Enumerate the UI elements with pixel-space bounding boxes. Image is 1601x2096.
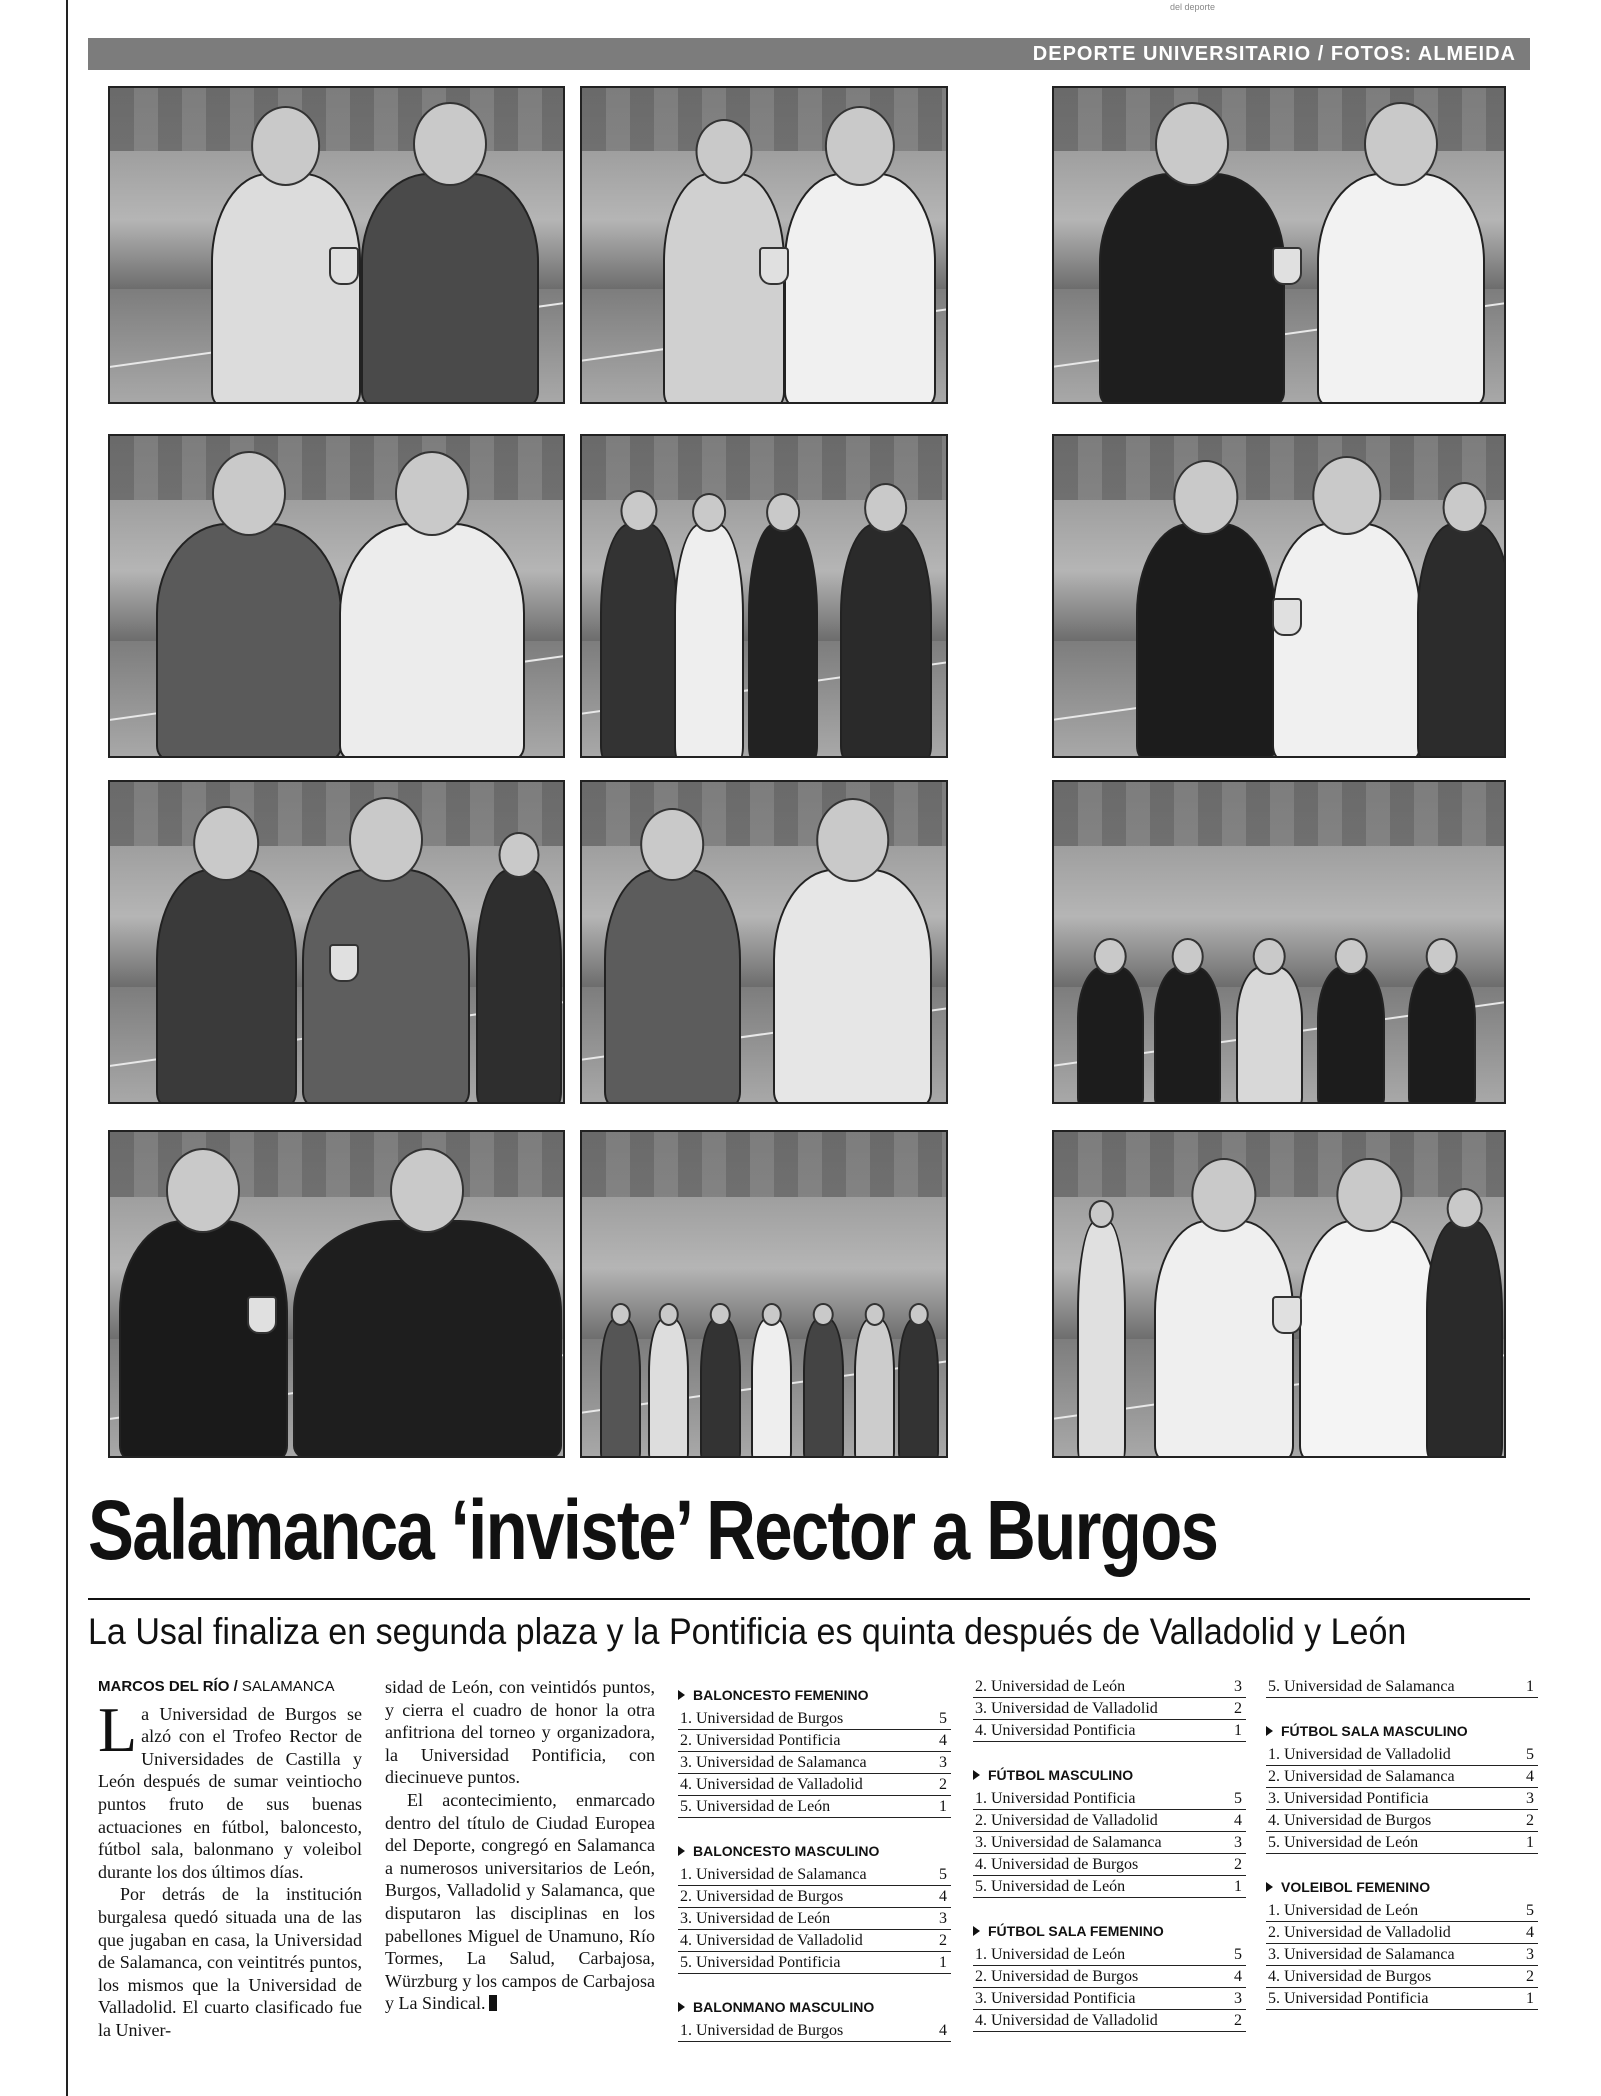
results-block (1266, 1876, 1538, 2010)
team-name: 4. Universidad de Valladolid (680, 1932, 863, 1949)
results-row (1266, 1988, 1538, 2010)
person-figure (600, 1318, 641, 1458)
team-name: 1. Universidad de Valladolid (1268, 1746, 1451, 1763)
person-head (658, 1303, 679, 1326)
trophy-icon (329, 944, 359, 982)
team-name: 4. Universidad de Burgos (975, 1856, 1139, 1873)
person-head (621, 490, 658, 532)
results-row (678, 2020, 951, 2042)
person-head (498, 832, 539, 879)
team-points: 2 (1234, 1856, 1242, 1873)
person-figure (1317, 966, 1385, 1104)
photo-7 (108, 780, 565, 1104)
team-name: 1. Universidad de León (975, 1946, 1126, 1963)
person-figure (854, 1318, 895, 1458)
results-row (973, 1876, 1246, 1898)
team-name: 2. Universidad de Valladolid (975, 1812, 1158, 1829)
subheadline: La Usal finaliza en segunda plaza y la Pontificia es quinta después de Valladolid y León (88, 1611, 1407, 1652)
results-block (973, 1676, 1246, 1742)
person-head (692, 493, 726, 531)
team-name: 1. Universidad Pontificia (975, 1790, 1136, 1807)
person-figure (803, 1318, 844, 1458)
results-row (973, 1676, 1246, 1698)
team-name: 1. Universidad de Burgos (680, 2022, 844, 2039)
person-figure (1236, 966, 1304, 1104)
person-figure (476, 869, 562, 1104)
team-name: 5. Universidad Pontificia (1268, 1990, 1429, 2007)
article-paragraph-2: Por detrás de la institución burgalesa quedó situada una de las que jugaban en casa, la Universidad de Salamanca, con veintitrés puntos, los mismos que la Universidad de Valladolid. El cuarto clasificado fue la Univer- (98, 1884, 362, 2040)
team-points: 1 (1526, 1678, 1534, 1695)
results-row (973, 1698, 1246, 1720)
person-head (864, 483, 908, 533)
person-head (413, 102, 487, 187)
person-figure (648, 1318, 689, 1458)
team-name: 3. Universidad de Salamanca (975, 1834, 1162, 1851)
person-figure (840, 523, 932, 758)
trophy-icon (329, 247, 359, 285)
results-row (678, 1930, 951, 1952)
results-block-title-text: BALONCESTO MASCULINO (693, 1843, 880, 1859)
person-head (1253, 938, 1286, 975)
results-row (973, 1788, 1246, 1810)
team-points: 1 (1234, 1878, 1242, 1895)
results-row (678, 1796, 951, 1818)
byline: MARCOS DEL RÍO / SALAMANCA (98, 1678, 335, 1695)
person-figure (1154, 1220, 1294, 1458)
person-figure (773, 869, 932, 1104)
person-head (710, 1303, 731, 1326)
photo-3 (1052, 86, 1506, 404)
person-figure (293, 1220, 562, 1458)
triangle-bullet-icon (678, 2002, 685, 2012)
person-figure (1417, 523, 1506, 758)
triangle-bullet-icon (1266, 1882, 1273, 1892)
results-block-title-text: VOLEIBOL FEMENINO (1281, 1879, 1431, 1895)
team-points: 2 (1234, 2012, 1242, 2029)
photo-wall (1054, 436, 1504, 500)
person-head (766, 493, 800, 531)
person-figure (748, 523, 818, 758)
team-points: 3 (1526, 1946, 1534, 1963)
end-mark (489, 1995, 497, 2011)
results-row (973, 1944, 1246, 1966)
results-row (678, 1952, 951, 1974)
team-name: 3. Universidad de Salamanca (680, 1754, 867, 1771)
person-head (1155, 102, 1229, 187)
team-points: 2 (939, 1776, 947, 1793)
results-block-title-text: FÚTBOL SALA MASCULINO (1281, 1723, 1468, 1739)
person-figure (604, 869, 740, 1104)
section-banner: DEPORTE UNIVERSITARIO / FOTOS: ALMEIDA (88, 38, 1530, 70)
trophy-icon (759, 247, 789, 285)
results-block-title (1266, 1720, 1538, 1742)
results-block-title-text: FÚTBOL MASCULINO (988, 1767, 1134, 1783)
triangle-bullet-icon (973, 1926, 980, 1936)
photo-wall (1054, 1132, 1504, 1197)
team-points: 3 (1234, 1834, 1242, 1851)
results-block-title (678, 1840, 951, 1862)
team-name: 1. Universidad de Salamanca (680, 1866, 867, 1883)
team-points: 1 (1526, 1990, 1534, 2007)
team-name: 5. Universidad de León (975, 1878, 1126, 1895)
person-figure (119, 1220, 288, 1458)
article-column-2 (385, 1676, 655, 2015)
results-row (1266, 1810, 1538, 1832)
person-figure (156, 523, 343, 758)
results-row (973, 1832, 1246, 1854)
team-name: 4. Universidad Pontificia (975, 1722, 1136, 1739)
headline-rule (88, 1598, 1530, 1600)
margin-rule (66, 0, 68, 2096)
person-head (1094, 938, 1127, 975)
triangle-bullet-icon (678, 1690, 685, 1700)
results-row (1266, 1788, 1538, 1810)
team-name: 3. Universidad de León (680, 1910, 831, 1927)
team-name: 5. Universidad de Salamanca (1268, 1678, 1455, 1695)
person-head (1171, 938, 1204, 975)
person-head (813, 1303, 834, 1326)
team-points: 1 (1526, 1834, 1534, 1851)
team-name: 2. Universidad de León (975, 1678, 1126, 1695)
team-points: 3 (939, 1910, 947, 1927)
results-column-3 (1266, 1676, 1538, 2032)
paragraph-3-text: El acontecimiento, enmarcado dentro del título de Ciudad Europea del Deporte, congregó en Salamanca a numerosos universitarios de León, Burgos, Valladolid y Salamanca, que disputaron las disciplinas en los pabellones Miguel de Unamuno, Río Tormes, La Salud, Carbajosa, Würzburg y los campos de Carbajosa y La Sindical. (385, 1789, 655, 2014)
team-points: 5 (1234, 1790, 1242, 1807)
person-head (1426, 938, 1459, 975)
photo-8 (580, 780, 948, 1104)
results-block-title (678, 1996, 951, 2018)
photo-1 (108, 86, 565, 404)
trophy-icon (1272, 247, 1302, 285)
results-row (1266, 1922, 1538, 1944)
photo-wall (1054, 782, 1504, 846)
person-figure (1154, 966, 1222, 1104)
team-points: 2 (939, 1932, 947, 1949)
person-figure (1077, 1220, 1126, 1458)
person-figure (156, 869, 297, 1104)
team-name: 5. Universidad Pontificia (680, 1954, 841, 1971)
person-head (1335, 938, 1368, 975)
results-row (678, 1864, 951, 1886)
team-points: 4 (1234, 1812, 1242, 1829)
results-column-1 (678, 1676, 951, 2064)
results-row (678, 1708, 951, 1730)
team-points: 4 (939, 2022, 947, 2039)
results-row (678, 1774, 951, 1796)
person-head (816, 798, 890, 882)
team-points: 1 (1234, 1722, 1242, 1739)
article-paragraph-2-continued: sidad de León, con veintidós puntos, y cierra el cuadro de honor la otra anfitriona del torneo y organizadora, la Universidad Pontificia, con diecinueve puntos. (385, 1677, 655, 1788)
results-row (1266, 1944, 1538, 1966)
results-block (973, 1920, 1246, 2032)
results-block-title (973, 1764, 1246, 1786)
person-figure (751, 1318, 792, 1458)
person-head (611, 1303, 632, 1326)
results-column-2 (973, 1676, 1246, 2054)
team-points: 1 (939, 1798, 947, 1815)
trophy-icon (247, 1296, 277, 1334)
team-name: 4. Universidad de Burgos (1268, 1968, 1432, 1985)
person-figure (663, 173, 785, 404)
person-figure (784, 173, 935, 404)
person-figure (339, 523, 526, 758)
person-figure (1299, 1220, 1439, 1458)
team-name: 4. Universidad de Valladolid (975, 2012, 1158, 2029)
results-block-title (678, 1684, 951, 1706)
team-name: 3. Universidad Pontificia (1268, 1790, 1429, 1807)
team-points: 3 (1234, 1990, 1242, 2007)
photo-11 (580, 1130, 948, 1458)
photo-12 (1052, 1130, 1506, 1458)
results-block (678, 1840, 951, 1974)
article-paragraph-3 (385, 1789, 655, 2015)
results-row (678, 1752, 951, 1774)
results-row (973, 1854, 1246, 1876)
team-points: 5 (1234, 1946, 1242, 1963)
team-name: 3. Universidad de Valladolid (975, 1700, 1158, 1717)
dropcap: L (98, 1693, 138, 1765)
person-figure (600, 523, 678, 758)
article-paragraph-1 (98, 1693, 362, 1884)
photo-5 (580, 434, 948, 758)
photo-wall (110, 436, 563, 500)
team-points: 4 (1526, 1768, 1534, 1785)
results-row (1266, 1966, 1538, 1988)
top-note: del deporte (1170, 2, 1216, 12)
person-head (695, 119, 752, 184)
photo-10 (108, 1130, 565, 1458)
results-row (1266, 1744, 1538, 1766)
photo-wall (110, 88, 563, 151)
team-name: 2. Universidad de Salamanca (1268, 1768, 1455, 1785)
results-row (973, 1988, 1246, 2010)
team-points: 4 (1526, 1924, 1534, 1941)
person-head (193, 806, 259, 881)
person-figure (302, 869, 471, 1104)
person-head (1173, 460, 1238, 534)
triangle-bullet-icon (973, 1770, 980, 1780)
person-figure (898, 1318, 939, 1458)
results-block-title-text: FÚTBOL SALA FEMENINO (988, 1923, 1164, 1939)
person-head (166, 1148, 240, 1233)
results-row (678, 1908, 951, 1930)
team-points: 4 (939, 1732, 947, 1749)
team-points: 4 (939, 1888, 947, 1905)
team-name: 2. Universidad de Burgos (680, 1888, 844, 1905)
person-head (1446, 1188, 1483, 1230)
team-points: 5 (1526, 1902, 1534, 1919)
results-block (973, 1764, 1246, 1898)
trophy-icon (1272, 598, 1302, 636)
results-row (1266, 1832, 1538, 1854)
person-figure (1136, 523, 1276, 758)
results-block (678, 1996, 951, 2042)
results-row (1266, 1766, 1538, 1788)
team-points: 2 (1234, 1700, 1242, 1717)
team-name: 5. Universidad de León (1268, 1834, 1419, 1851)
results-block-title (1266, 1876, 1538, 1898)
team-points: 5 (1526, 1746, 1534, 1763)
person-head (251, 106, 321, 186)
person-head (1442, 482, 1487, 533)
person-figure (211, 173, 361, 404)
team-points: 3 (1526, 1790, 1534, 1807)
photo-wall (582, 782, 946, 846)
team-points: 4 (1234, 1968, 1242, 1985)
photo-6 (1052, 434, 1506, 758)
results-row (1266, 1676, 1538, 1698)
results-block (1266, 1676, 1538, 1698)
person-head (1312, 456, 1381, 535)
results-block (1266, 1720, 1538, 1854)
results-block-title-text: BALONMANO MASCULINO (693, 1999, 875, 2015)
person-head (761, 1303, 782, 1326)
paragraph-1-text: a Universidad de Burgos se alzó con el Trofeo Rector de Universidades de Castilla y León después de sumar veintiocho puntos fruto de sus buenas actuaciones en fútbol, baloncesto, fútbol sala, balonmano y voleibol durante los dos últimos días. (98, 1703, 362, 1882)
team-points: 3 (939, 1754, 947, 1771)
photo-2 (580, 86, 948, 404)
person-head (349, 797, 423, 882)
person-head (390, 1148, 464, 1233)
person-figure (1317, 173, 1484, 404)
headline: Salamanca ‘inviste’ Rector a Burgos (88, 1483, 1218, 1577)
person-head (1364, 102, 1438, 187)
team-name: 1. Universidad de León (1268, 1902, 1419, 1919)
person-figure (1272, 523, 1421, 758)
team-name: 2. Universidad de Valladolid (1268, 1924, 1451, 1941)
team-name: 1. Universidad de Burgos (680, 1710, 844, 1727)
team-name: 2. Universidad de Burgos (975, 1968, 1139, 1985)
team-points: 2 (1526, 1812, 1534, 1829)
results-block-title (973, 1920, 1246, 1942)
person-figure (1099, 173, 1285, 404)
team-points: 3 (1234, 1678, 1242, 1695)
article-column-1 (98, 1676, 362, 2042)
triangle-bullet-icon (678, 1846, 685, 1856)
team-name: 5. Universidad de León (680, 1798, 831, 1815)
team-points: 5 (939, 1866, 947, 1883)
person-figure (1426, 1220, 1503, 1458)
results-block (678, 1684, 951, 1818)
team-name: 3. Universidad Pontificia (975, 1990, 1136, 2007)
person-head (212, 451, 286, 536)
results-row (678, 1886, 951, 1908)
person-head (909, 1303, 930, 1326)
person-figure (1077, 966, 1145, 1104)
results-row (973, 2010, 1246, 2032)
trophy-icon (1272, 1296, 1302, 1334)
team-name: 3. Universidad de Salamanca (1268, 1946, 1455, 1963)
person-head (395, 451, 469, 536)
person-head (825, 106, 895, 186)
person-figure (700, 1318, 741, 1458)
team-points: 5 (939, 1710, 947, 1727)
photo-wall (110, 782, 563, 846)
triangle-bullet-icon (1266, 1726, 1273, 1736)
results-row (973, 1720, 1246, 1742)
photo-9 (1052, 780, 1506, 1104)
person-figure (361, 173, 539, 404)
photo-wall (582, 1132, 946, 1197)
team-name: 2. Universidad Pontificia (680, 1732, 841, 1749)
person-head (864, 1303, 885, 1326)
person-head (1337, 1158, 1402, 1232)
byline-author: MARCOS DEL RÍO (98, 1678, 230, 1695)
results-row (1266, 1900, 1538, 1922)
person-figure (1408, 966, 1476, 1104)
person-head (641, 808, 705, 881)
person-head (1191, 1158, 1256, 1232)
person-head (1089, 1200, 1113, 1227)
team-points: 2 (1526, 1968, 1534, 1985)
team-name: 4. Universidad de Burgos (1268, 1812, 1432, 1829)
results-row (678, 1730, 951, 1752)
photo-4 (108, 434, 565, 758)
team-name: 4. Universidad de Valladolid (680, 1776, 863, 1793)
byline-place: SALAMANCA (241, 1678, 335, 1695)
results-row (973, 1966, 1246, 1988)
person-figure (674, 523, 744, 758)
results-row (973, 1810, 1246, 1832)
team-points: 1 (939, 1954, 947, 1971)
results-block-title-text: BALONCESTO FEMENINO (693, 1687, 869, 1703)
